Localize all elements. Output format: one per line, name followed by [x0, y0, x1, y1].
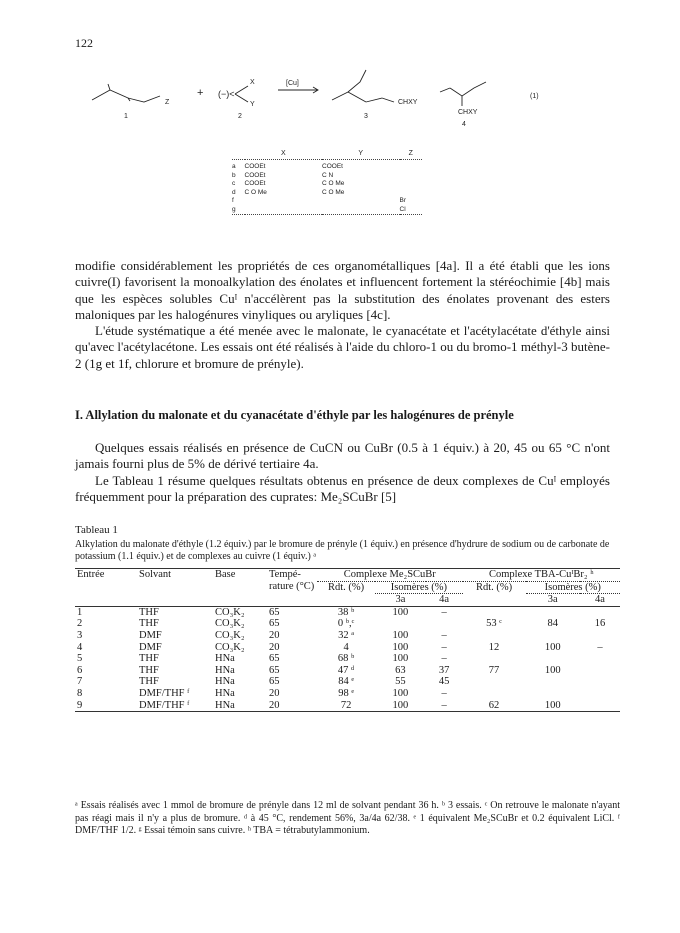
col-header-complexe1: Complexe Me₂SCuBr — [317, 569, 463, 582]
subtable-header — [232, 150, 245, 160]
table-cell — [426, 618, 463, 630]
table-cell: DMF/THF ᶠ — [139, 687, 190, 699]
table-cell: – — [441, 629, 447, 641]
compound-label-1: 1 — [124, 113, 128, 120]
table-cell: – — [441, 687, 447, 699]
table-cell: 77 — [488, 664, 500, 676]
table-cell: 100 — [392, 653, 409, 665]
x-label-z: Z — [165, 99, 170, 106]
reagent-left: (−)< — [218, 89, 235, 99]
table-cell — [580, 700, 620, 712]
col-header-solvant: Solvant — [137, 569, 213, 594]
table-cell: 100 — [526, 700, 580, 712]
x-label: X — [250, 79, 255, 86]
table-cell: 65 — [269, 653, 280, 665]
table-cell: 100 — [375, 606, 425, 618]
table-row — [75, 630, 620, 642]
compound-4-skeleton — [450, 82, 486, 96]
table-cell: THF — [139, 618, 159, 630]
table-cell — [463, 630, 526, 642]
table-cell — [463, 606, 526, 618]
body-text-2 — [75, 440, 610, 505]
table-cell: 4 — [77, 641, 83, 653]
paragraph: L'étude systématique a été menée avec le malonate, le cyanacétate et l'acétylacétate d'éthyle ainsi qu'avec l'acétylacétone. Les essais ont été réalisés à l'aide du chloro-1 ou du bromo-1 méthyl-3 butène-2 (1g et 1f, chlorure et bromure de prényle). — [75, 323, 610, 371]
table-cell: 72 — [317, 700, 375, 712]
table-cell — [526, 653, 580, 665]
table-cell: HNa — [213, 700, 267, 712]
table-cell: HNa — [215, 687, 235, 699]
table-cell: 4 — [343, 641, 349, 653]
table-cell: 65 — [267, 606, 317, 618]
table-cell — [580, 653, 620, 665]
table-cell: 8 — [77, 687, 83, 699]
table-cell: DMF/THF ᶠ — [137, 700, 213, 712]
product-group-4: CHXY — [458, 109, 478, 116]
table-cell: 12 — [488, 641, 500, 653]
product-group-3: CHXY — [398, 99, 418, 106]
catalyst-label: [Cu] — [286, 80, 299, 87]
table-cell: THF — [139, 676, 159, 688]
paragraph: modifie considérablement les propriétés de ces organométalliques [4a]. Il a été établi que les ions cuivre(I) favorisent la monoalkylation des énolates et influencent fortement la stéréochimie [4b] mais que les espèces solubles Cuᴵ n'accélèrent pas la substitution des énolates provenant des esters maloniques par les halogénures vinyliques ou aryliques [4c]. — [75, 258, 610, 322]
table-row — [75, 653, 620, 665]
subtable-row: g Cl — [232, 205, 406, 213]
table-cell: 100 — [392, 629, 409, 641]
col-header-base: Base — [213, 569, 267, 594]
table-cell: 20 — [269, 629, 280, 641]
table-cell: – — [597, 641, 603, 653]
table-row — [75, 676, 620, 688]
table-cell: CO₃K₂ — [213, 606, 267, 618]
table-cell: 2 — [77, 618, 83, 630]
table-cell — [526, 688, 580, 700]
y-label: Y — [250, 101, 255, 108]
compound-1-skeleton — [92, 90, 160, 102]
table-cell: CO₃K₂ — [215, 618, 245, 630]
table-row — [75, 688, 620, 700]
subtable-row: c COOEt C O Me — [232, 180, 345, 187]
table-cell — [580, 606, 620, 618]
results-table — [75, 568, 620, 712]
paragraph: Le Tableau 1 résume quelques résultats obtenus en présence de deux complexes de Cuᴵ employés fréquemment pour la préparation des cuprates: Me₂SCuBr [5] — [75, 472, 610, 504]
compound-label-2: 2 — [238, 113, 242, 120]
table-cell: 20 — [267, 700, 317, 712]
table-cell: – — [426, 606, 463, 618]
table-cell: 45 — [438, 676, 450, 688]
table-cell: 63 — [395, 664, 406, 676]
table-cell: 65 — [269, 664, 280, 676]
table-cell: THF — [137, 606, 213, 618]
table-cell: 100 — [392, 687, 409, 699]
table-cell: HNa — [215, 653, 235, 665]
table-cell: 1 — [75, 606, 137, 618]
table-cell: 84 — [547, 618, 558, 630]
table-cell: DMF — [139, 629, 162, 641]
table-cell: 68 ᵇ — [337, 653, 355, 665]
subtable-header: X — [245, 150, 322, 160]
table-row — [75, 618, 620, 630]
table-cell — [526, 630, 580, 642]
table-title: Tableau 1 — [75, 524, 118, 536]
paragraph: Quelques essais réalisés en présence de CuCN ou CuBr (0.5 à 1 équiv.) à 20, 45 ou 65 °C n'ont jamais fourni plus de 5% de dérivé tertiaire 4a. — [75, 440, 610, 472]
table-cell: 7 — [77, 676, 83, 688]
table-cell: 100 — [544, 664, 561, 676]
table-cell — [580, 630, 620, 642]
compound-label-3: 3 — [364, 113, 368, 120]
table-cell — [580, 688, 620, 700]
col-header-3a: 3a — [526, 594, 580, 607]
subtable-row: f Br — [232, 197, 406, 204]
table-row — [75, 606, 620, 618]
table-cell: 98 ᵉ — [338, 687, 355, 699]
table-footnotes: ᵃ Essais réalisés avec 1 mmol de bromure de prényle dans 12 ml de solvant pendant 36 h. ᵇ 3 essais. ᶜ On retrouve le malonate n'ayant pas réagi mais il n'y a plus de bromure. ᵈ à 45 °C, rendement 56%, 3a/4a 62/38. ᵉ 1 équivalent Me₂SCuBr et 0.2 équivalent LiCl. ᶠ DMF/THF 1/2. ᵍ Essai témoin sans cuivre. ʰ TBA = tétrabutylammonium. — [75, 800, 620, 836]
table-cell: – — [441, 653, 447, 665]
table-row — [75, 665, 620, 677]
col-header-complexe2: Complexe TBA-CuᴵBr₂ ʰ — [463, 569, 620, 582]
section-heading: I. Allylation du malonate et du cyanacétate d'éthyle par les halogénures de prényle — [75, 408, 514, 422]
table-cell: THF — [139, 664, 159, 676]
table-cell: 38 ᵇ — [317, 606, 375, 618]
compound-3-skeleton — [332, 70, 366, 100]
table-caption: Alkylation du malonate d'éthyle (1.2 équiv.) par le bromure de prényle (1 équiv.) en présence d'hydrure de sodium ou de carbonate de potassium (1.1 équiv.) et de complexes au cuivre (1 équiv.) ᵃ — [75, 539, 610, 562]
table-cell: 65 — [269, 676, 280, 688]
table-cell: 0 ᵇ,ᶜ — [337, 618, 355, 630]
table-cell: 65 — [269, 618, 280, 630]
page-number: 122 — [75, 36, 93, 50]
table-cell — [526, 606, 580, 618]
table-cell: 100 — [544, 641, 561, 653]
table-cell: 16 — [594, 618, 606, 630]
subtable-row: d C O Me C O Me — [232, 188, 345, 196]
table-cell: – — [441, 641, 447, 653]
table-row — [75, 700, 620, 712]
table-cell: 20 — [269, 641, 280, 653]
table-row — [75, 642, 620, 654]
table-cell: 3 — [77, 629, 83, 641]
subtable-header: Y — [322, 150, 399, 160]
table-cell: DMF — [139, 641, 162, 653]
table-cell: 5 — [77, 653, 83, 665]
table-cell — [526, 676, 580, 688]
equation-number: (1) — [530, 93, 539, 100]
table-cell: THF — [139, 653, 159, 665]
table-cell — [463, 676, 526, 688]
body-text-1 — [75, 258, 610, 372]
col-header-rdt: Rdt. (%) — [463, 581, 526, 594]
table-cell: 47 ᵈ — [337, 664, 355, 676]
table-cell: 100 — [375, 700, 425, 712]
table-cell — [375, 618, 425, 630]
col-header-isomeres: Isomères (%) — [375, 581, 462, 594]
subtable-row: a COOEt COOEt — [232, 163, 343, 170]
col-header-3a: 3a — [375, 594, 425, 607]
col-header-4a: 4a — [426, 594, 463, 607]
table-cell: – — [426, 700, 463, 712]
col-header-entree: Entrée — [75, 569, 137, 594]
substituent-table — [232, 150, 422, 219]
compound-label-4: 4 — [462, 121, 466, 128]
subtable-header: Z — [400, 150, 423, 160]
table-cell: 55 — [395, 676, 406, 688]
table-cell: 62 — [463, 700, 526, 712]
table-cell: CO₃K₂ — [215, 641, 245, 653]
table-cell — [463, 688, 526, 700]
table-cell: HNa — [215, 664, 235, 676]
col-header-temp: Tempé-rature (°C) — [267, 569, 317, 594]
table-cell — [580, 676, 620, 688]
table-cell: CO₃K₂ — [215, 629, 245, 641]
table-cell: 37 — [438, 664, 450, 676]
table-cell: 84 ᵉ — [338, 676, 355, 688]
table-cell: 32 ᵃ — [338, 629, 355, 641]
table-cell: 100 — [392, 641, 409, 653]
plus-sign: + — [197, 87, 204, 99]
table-cell: 9 — [75, 700, 137, 712]
col-header-isomeres: Isomères (%) — [526, 581, 621, 594]
table-cell — [580, 665, 620, 677]
col-header-rdt: Rdt. (%) — [317, 581, 375, 594]
table-cell — [463, 653, 526, 665]
table-cell: HNa — [215, 676, 235, 688]
table-cell: 6 — [77, 664, 83, 676]
table-cell: 20 — [269, 687, 280, 699]
subtable-row: b COOEt C N — [232, 171, 334, 179]
table-cell: 53 ᶜ — [486, 618, 502, 630]
col-header-4a: 4a — [580, 594, 620, 607]
